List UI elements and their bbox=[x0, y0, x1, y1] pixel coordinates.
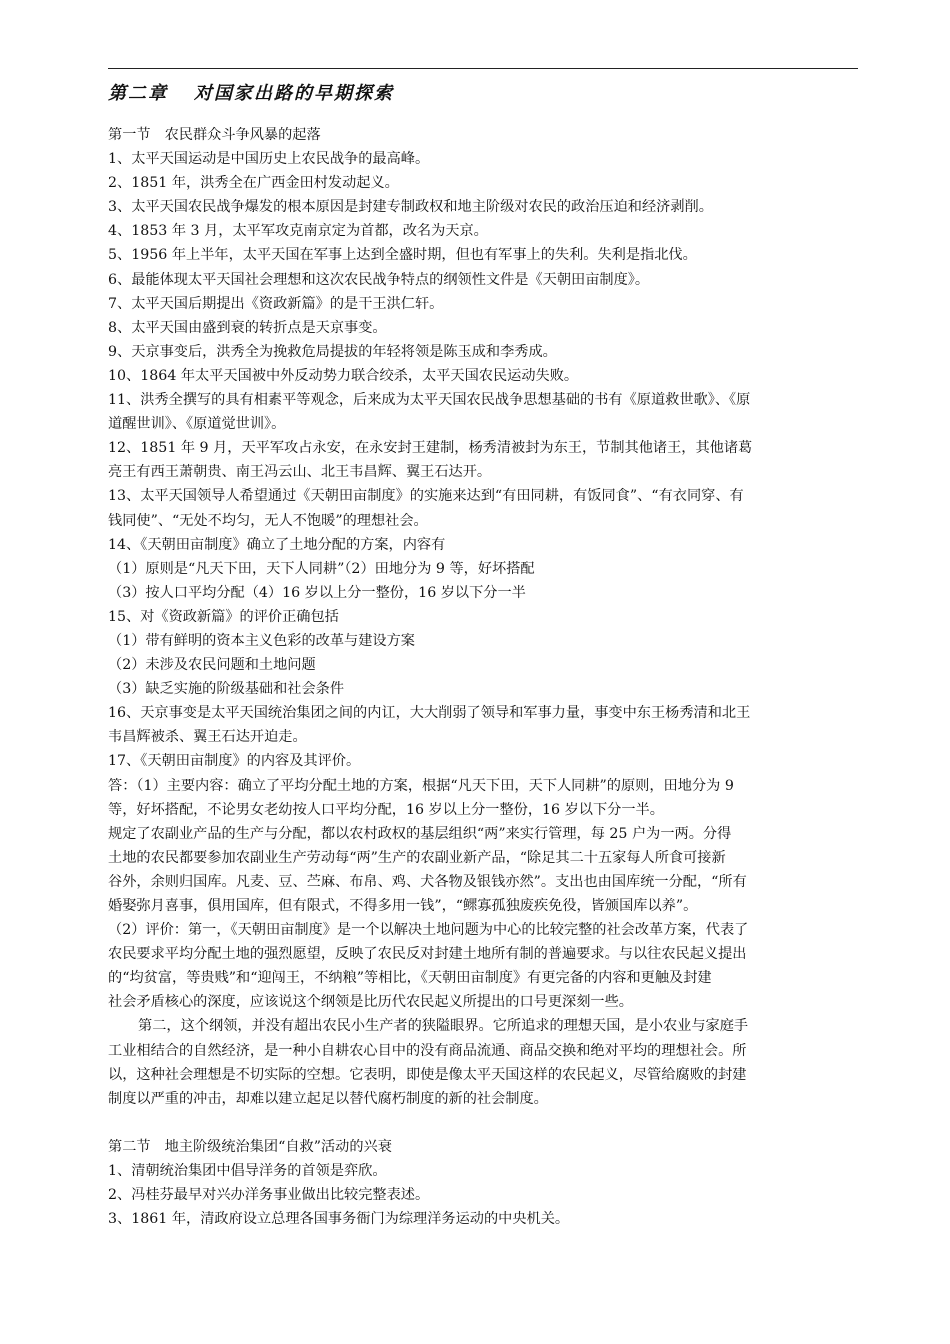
document-body bbox=[108, 123, 858, 1231]
text-line: 制度以严重的冲击，却难以建立起足以替代腐朽制度的新的社会制度。 bbox=[108, 1090, 548, 1107]
text-line: 工业相结合的自然经济，是一种小自耕农心目中的没有商品流通、商品交换和绝对平均的理想社会。所 bbox=[108, 1042, 747, 1059]
text-line: 1、太平天国运动是中国历史上农民战争的最高峰。 bbox=[108, 151, 430, 168]
text-line: 12、1851 年 9 月，天平军攻占永安，在永安封王建制，杨秀清被封为东王，节制其他诸王，其他诸葛 bbox=[108, 440, 753, 457]
text-line: 道醒世训》、《原道觉世训》。 bbox=[108, 416, 286, 433]
text-line: 钱同使”、“无处不均匀，无人不饱暖”的理想社会。 bbox=[108, 512, 428, 529]
text-line: 1、清朝统治集团中倡导洋务的首领是弈欣。 bbox=[108, 1163, 387, 1180]
text-line: 4、1853 年 3 月，太平军攻克南京定为首都，改名为天京。 bbox=[108, 223, 488, 240]
text-line: 9、天京事变后，洪秀全为挽救危局提拔的年轻将领是陈玉成和李秀成。 bbox=[108, 343, 557, 360]
text-line: 农民要求平均分配土地的强烈愿望，反映了农民反对封建土地所有制的普遍要求。与以往农民起义提出 bbox=[108, 946, 747, 963]
text-line: 的“均贫富，等贵贱”和“迎闯王，不纳粮”等相比，《天朝田亩制度》有更完备的内容和更触及封建 bbox=[108, 970, 712, 987]
text-line: 等，好坏搭配，不论男女老幼按人口平均分配，16 岁以上分一整份，16 岁以下分一半。 bbox=[108, 801, 664, 818]
chapter-number: 第二章 bbox=[108, 83, 168, 104]
section-1-lines bbox=[108, 147, 858, 1111]
text-line: 13、太平天国领导人希望通过《天朝田亩制度》的实施来达到“有田同耕，有饭同食”、“有衣同穿、有 bbox=[108, 488, 744, 505]
text-line: 3、1861 年，清政府设立总理各国事务衙门为综理洋务运动的中央机关。 bbox=[108, 1211, 570, 1228]
text-line: 第二，这个纲领，并没有超出农民小生产者的狭隘眼界。它所追求的理想天国，是小农业与家庭手 bbox=[138, 1018, 749, 1035]
document-page bbox=[108, 68, 858, 1231]
section-2-lines bbox=[108, 1159, 858, 1231]
section-2-title: 地主阶级统治集团“自救”活动的兴衰 bbox=[164, 1138, 392, 1155]
text-line: （2）未涉及农民问题和土地问题 bbox=[108, 657, 316, 674]
section-1-heading bbox=[108, 123, 858, 147]
section-2-number: 第二节 bbox=[108, 1138, 151, 1155]
text-line: 5、1956 年上半年，太平天国在军事上达到全盛时期，但也有军事上的失利。失利是指北伐。 bbox=[108, 247, 697, 264]
header-rule bbox=[108, 68, 858, 69]
text-line: 答：（1）主要内容：确立了平均分配土地的方案，根据“凡天下田，天下人同耕”的原则，田地分为 9 bbox=[108, 777, 734, 794]
text-line: 以，这种社会理想是不切实际的空想。它表明，即使是像太平天国这样的农民起义，尽管给腐败的封建 bbox=[108, 1066, 747, 1083]
text-line: 11、洪秀全撰写的具有相素平等观念，后来成为太平天国农民战争思想基础的书有《原道救世歌》、《原 bbox=[108, 392, 751, 409]
section-1-title: 农民群众斗争风暴的起落 bbox=[164, 127, 321, 143]
text-line: （2）评价：第一，《天朝田亩制度》是一个以解决土地问题为中心的比较完整的社会改革方案，代表了 bbox=[108, 922, 749, 939]
chapter-name: 对国家出路的早期探索 bbox=[194, 83, 394, 104]
text-line: 2、1851 年，洪秀全在广西金田村发动起义。 bbox=[108, 175, 399, 192]
text-line: 6、最能体现太平天国社会理想和这次农民战争特点的纲领性文件是《天朝田亩制度》。 bbox=[108, 271, 650, 288]
text-line: 韦昌辉被杀、翼王石达开迫走。 bbox=[108, 729, 307, 746]
text-line: 7、太平天国后期提出《资政新篇》的是干王洪仁轩。 bbox=[108, 295, 444, 312]
text-line: 规定了农副业产品的生产与分配，都以农村政权的基层组织“两”来实行管理，每 25 户为一两。分得 bbox=[108, 825, 732, 842]
text-line: 17、《天朝田亩制度》的内容及其评价。 bbox=[108, 753, 361, 770]
section-2-heading bbox=[108, 1135, 858, 1159]
text-line: （3）按人口平均分配（4）16 岁以上分一整份，16 岁以下分一半 bbox=[108, 584, 526, 601]
text-line: 8、太平天国由盛到衰的转折点是天京事变。 bbox=[108, 319, 387, 336]
text-line: 16、天京事变是太平天国统治集团之间的内讧，大大削弱了领导和军事力量，事变中东王杨秀清和北王 bbox=[108, 705, 751, 722]
text-line: （1）原则是“凡天下田，天下人同耕”（2）田地分为 9 等，好坏搭配 bbox=[108, 560, 535, 577]
section-spacer bbox=[108, 1111, 858, 1135]
section-1-number: 第一节 bbox=[108, 127, 151, 143]
text-line: 亮王有西王萧朝贵、南王冯云山、北王韦昌辉、翼王石达开。 bbox=[108, 464, 492, 481]
text-line: （3）缺乏实施的阶级基础和社会条件 bbox=[108, 681, 345, 698]
chapter-title bbox=[108, 79, 858, 109]
text-line: 3、太平天国农民战争爆发的根本原因是封建专制政权和地主阶级对农民的政治压迫和经济剥削。 bbox=[108, 199, 713, 216]
text-line: 10、1864 年太平天国被中外反动势力联合绞杀，太平天国农民运动失败。 bbox=[108, 367, 579, 384]
text-line: 婚娶弥月喜事，俱用国库，但有限式，不得多用一钱”，“鳏寡孤独废疾免役，皆颁国库以养”。 bbox=[108, 898, 698, 914]
text-line: （1）带有鲜明的资本主义色彩的改革与建设方案 bbox=[108, 632, 415, 649]
text-line: 土地的农民都要参加农副业生产劳动每“两”生产的农副业新产品，“除足其二十五家每人所食可接新 bbox=[108, 849, 726, 866]
text-line: 15、对《资政新篇》的评价正确包括 bbox=[108, 608, 339, 625]
text-line: 2、冯桂芬最早对兴办洋务事业做出比较完整表述。 bbox=[108, 1187, 430, 1204]
text-line: 社会矛盾核心的深度，应该说这个纲领是比历代农民起义所提出的口号更深刻一些。 bbox=[108, 994, 633, 1011]
text-line: 14、《天朝田亩制度》确立了土地分配的方案，内容有 bbox=[108, 536, 446, 553]
text-line: 谷外，余则归国库。凡麦、豆、苎麻、布帛、鸡、犬各物及银钱亦然”。支出也由国库统一分配，“所有 bbox=[108, 873, 747, 890]
